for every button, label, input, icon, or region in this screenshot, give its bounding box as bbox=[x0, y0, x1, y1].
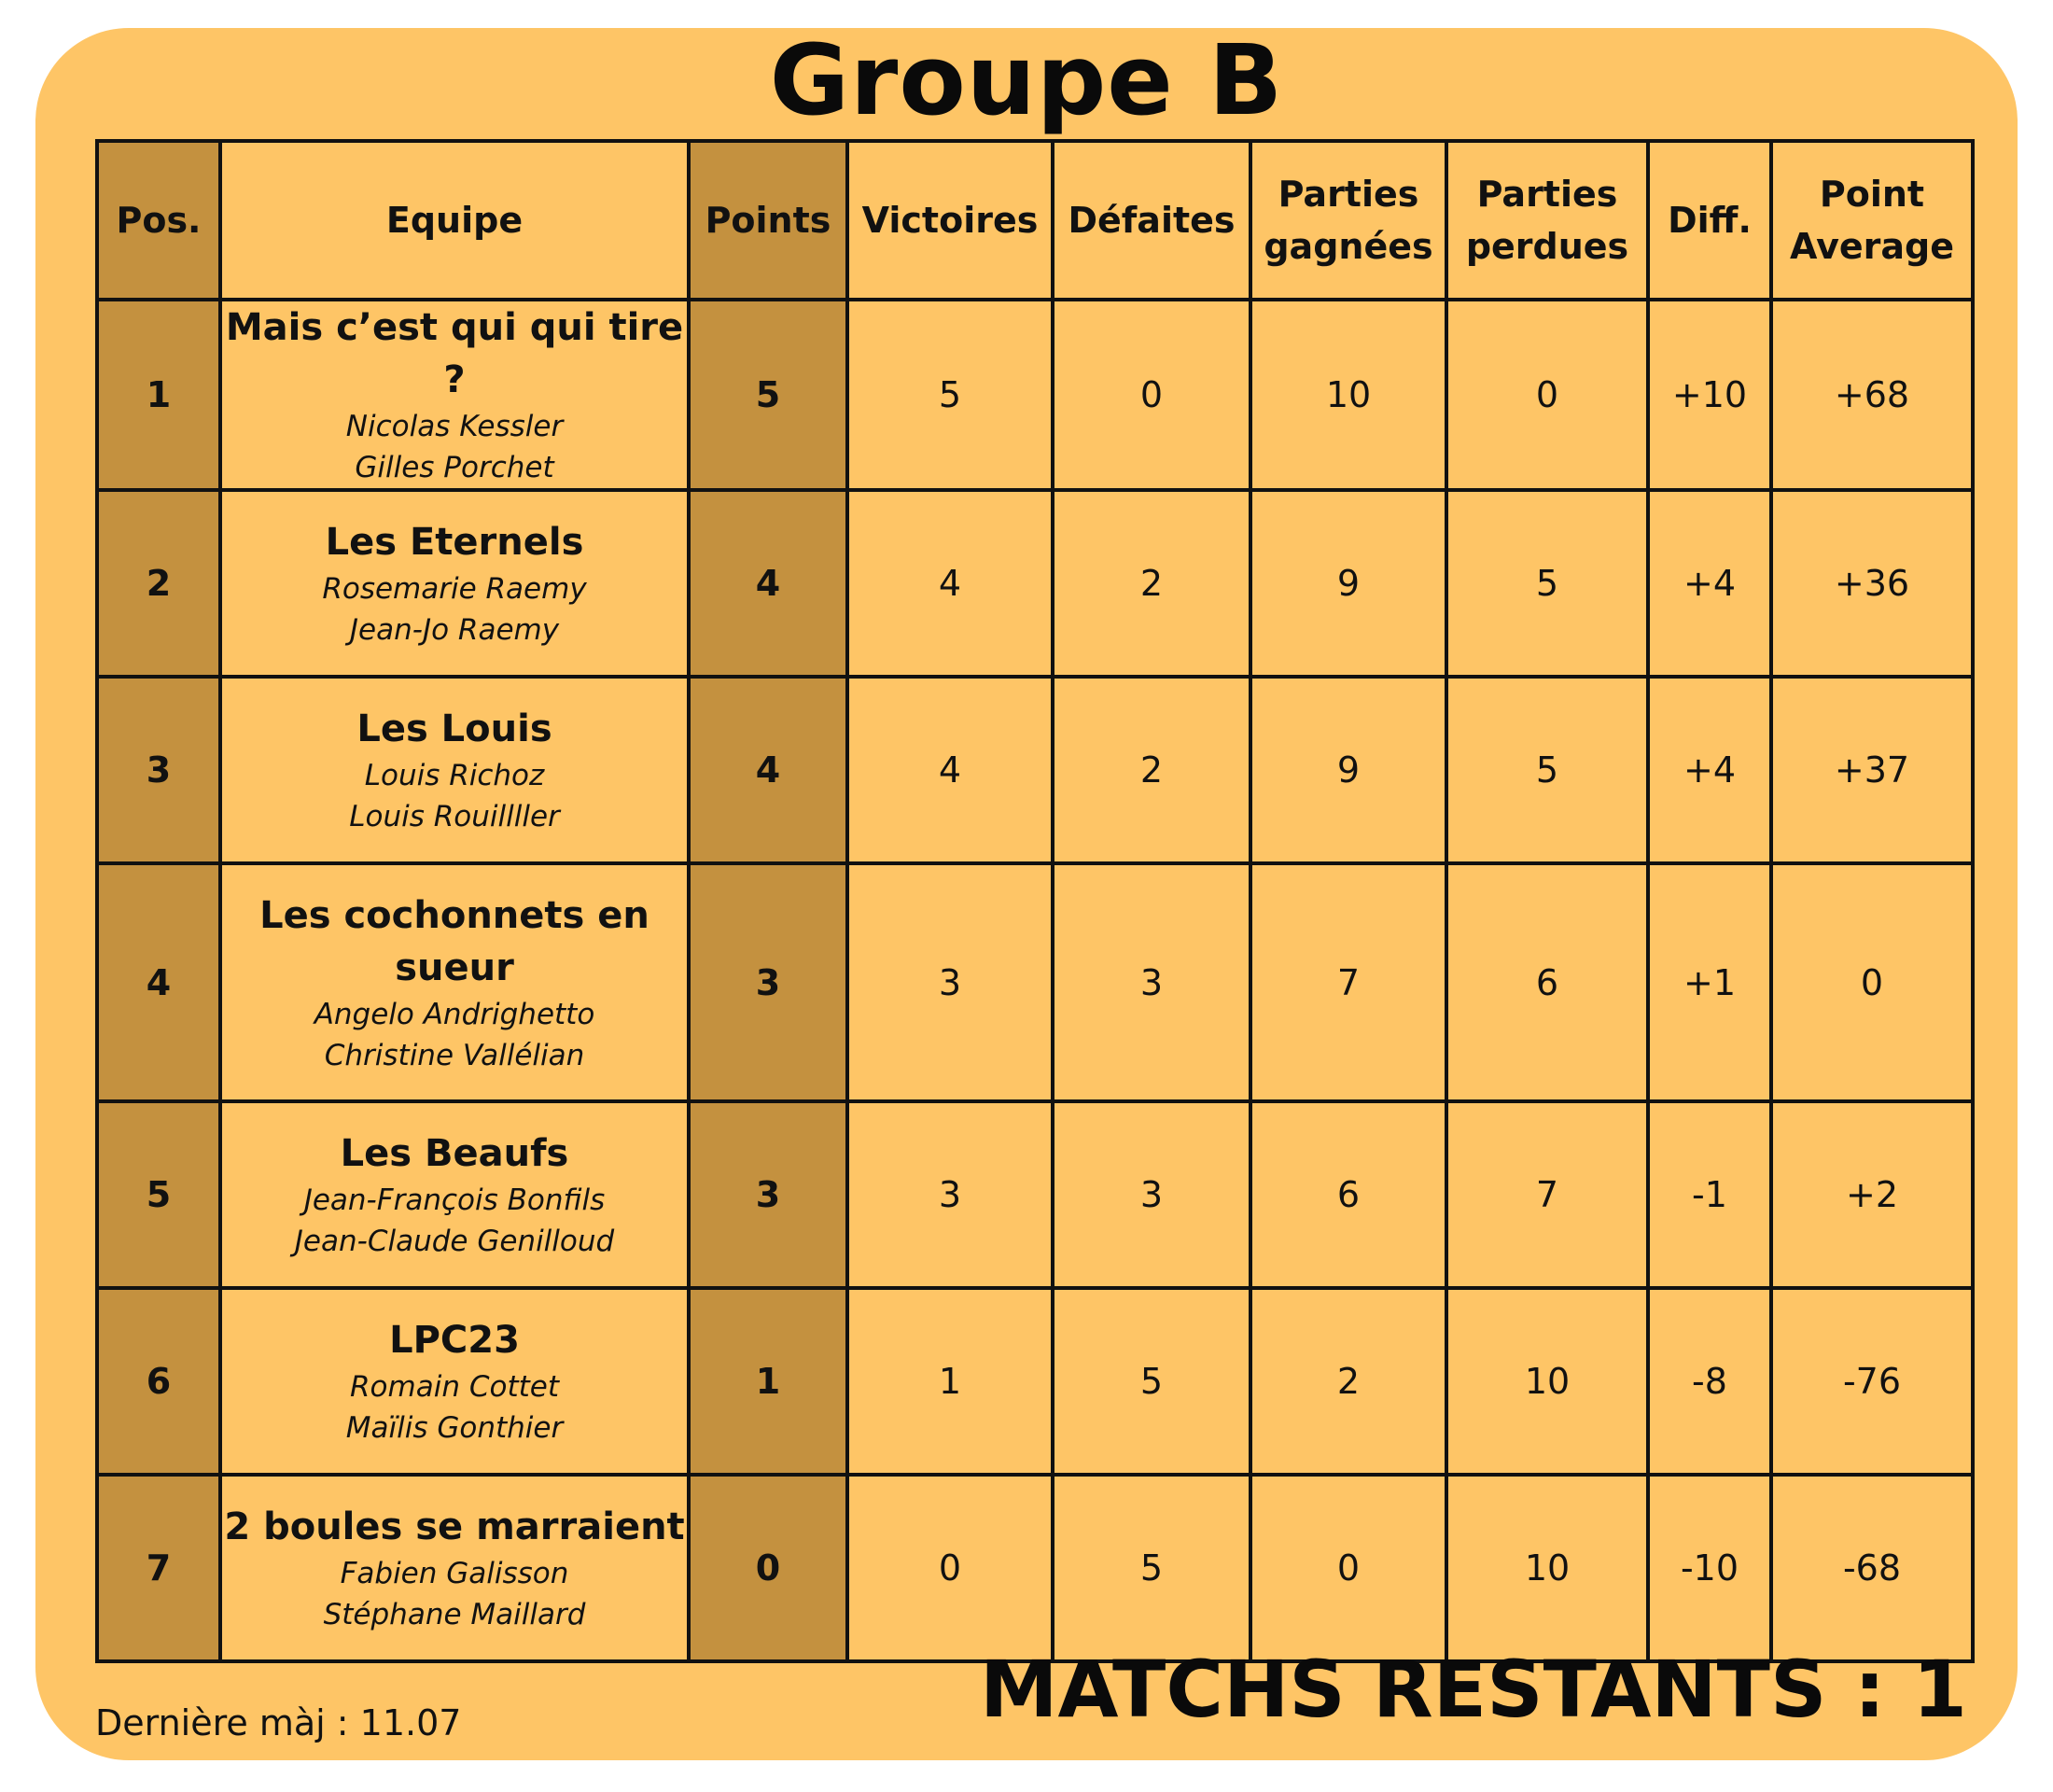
diff-cell: +4 bbox=[1648, 677, 1771, 863]
points-cell: 0 bbox=[689, 1475, 847, 1661]
games-won-cell: 10 bbox=[1250, 300, 1446, 490]
diff-cell: -8 bbox=[1648, 1288, 1771, 1475]
games-lost-cell: 10 bbox=[1446, 1288, 1648, 1475]
games-lost-cell: 10 bbox=[1446, 1475, 1648, 1661]
team-cell bbox=[220, 490, 689, 677]
table-row bbox=[97, 1475, 1973, 1661]
player-name: Fabien Galisson bbox=[340, 1557, 569, 1590]
point-average-cell: +68 bbox=[1771, 300, 1973, 490]
wins-cell: 3 bbox=[847, 1101, 1053, 1288]
col-header-losses: Défaites bbox=[1053, 141, 1250, 300]
player-name: Rosemarie Raemy bbox=[322, 572, 587, 606]
losses-cell: 3 bbox=[1053, 1101, 1250, 1288]
col-header-point-average: Point Average bbox=[1771, 141, 1973, 300]
player-name: Jean-Claude Genilloud bbox=[294, 1225, 615, 1258]
col-header-pos: Pos. bbox=[97, 141, 220, 300]
pos-cell: 7 bbox=[97, 1475, 220, 1661]
team-cell bbox=[220, 1288, 689, 1475]
losses-cell: 2 bbox=[1053, 677, 1250, 863]
diff-cell: -10 bbox=[1648, 1475, 1771, 1661]
team-cell bbox=[220, 1101, 689, 1288]
player-name: Maïlis Gonthier bbox=[345, 1411, 564, 1445]
player-name: Stéphane Maillard bbox=[323, 1598, 586, 1631]
wins-cell: 5 bbox=[847, 300, 1053, 490]
table-row bbox=[97, 863, 1973, 1101]
games-lost-cell: 7 bbox=[1446, 1101, 1648, 1288]
col-header-points: Points bbox=[689, 141, 847, 300]
table-row bbox=[97, 677, 1973, 863]
pos-cell: 4 bbox=[97, 863, 220, 1101]
player-name: Jean-Jo Raemy bbox=[349, 613, 560, 647]
table-row bbox=[97, 490, 1973, 677]
games-won-cell: 2 bbox=[1250, 1288, 1446, 1475]
point-average-cell: 0 bbox=[1771, 863, 1973, 1101]
games-lost-cell: 6 bbox=[1446, 863, 1648, 1101]
points-cell: 4 bbox=[689, 490, 847, 677]
games-won-cell: 0 bbox=[1250, 1475, 1446, 1661]
team-name: Les Eternels bbox=[325, 521, 584, 564]
games-lost-cell: 5 bbox=[1446, 677, 1648, 863]
point-average-cell: +2 bbox=[1771, 1101, 1973, 1288]
diff-cell: -1 bbox=[1648, 1101, 1771, 1288]
point-average-cell: +37 bbox=[1771, 677, 1973, 863]
player-name: Jean-François Bonfils bbox=[303, 1183, 606, 1217]
wins-cell: 3 bbox=[847, 863, 1053, 1101]
header-row bbox=[97, 141, 1973, 300]
remaining-matches: MATCHS RESTANTS : 1 bbox=[979, 1644, 1967, 1735]
standings-table bbox=[95, 139, 1975, 1663]
player-name: Angelo Andrighetto bbox=[314, 997, 595, 1031]
team-cell bbox=[220, 863, 689, 1101]
diff-cell: +10 bbox=[1648, 300, 1771, 490]
losses-cell: 5 bbox=[1053, 1475, 1250, 1661]
losses-cell: 3 bbox=[1053, 863, 1250, 1101]
diff-cell: +4 bbox=[1648, 490, 1771, 677]
point-average-cell: -76 bbox=[1771, 1288, 1973, 1475]
last-update: Dernière màj : 11.07 bbox=[95, 1702, 462, 1743]
player-name: Louis Rouillller bbox=[349, 800, 560, 833]
table-row bbox=[97, 1288, 1973, 1475]
losses-cell: 0 bbox=[1053, 300, 1250, 490]
games-won-cell: 9 bbox=[1250, 490, 1446, 677]
col-header-diff: Diff. bbox=[1648, 141, 1771, 300]
points-cell: 3 bbox=[689, 863, 847, 1101]
col-header-team: Equipe bbox=[220, 141, 689, 300]
team-name: Les Louis bbox=[356, 707, 552, 750]
games-won-cell: 9 bbox=[1250, 677, 1446, 863]
point-average-cell: +36 bbox=[1771, 490, 1973, 677]
col-header-games-won: Parties gagnées bbox=[1250, 141, 1446, 300]
pos-cell: 2 bbox=[97, 490, 220, 677]
wins-cell: 0 bbox=[847, 1475, 1053, 1661]
team-cell bbox=[220, 300, 689, 490]
col-header-wins: Victoires bbox=[847, 141, 1053, 300]
player-name: Christine Vallélian bbox=[324, 1038, 585, 1072]
team-name: Mais c’est qui qui tire ? bbox=[225, 306, 684, 401]
points-cell: 3 bbox=[689, 1101, 847, 1288]
pos-cell: 1 bbox=[97, 300, 220, 490]
games-won-cell: 6 bbox=[1250, 1101, 1446, 1288]
games-lost-cell: 5 bbox=[1446, 490, 1648, 677]
losses-cell: 5 bbox=[1053, 1288, 1250, 1475]
team-name: LPC23 bbox=[389, 1319, 520, 1362]
losses-cell: 2 bbox=[1053, 490, 1250, 677]
wins-cell: 4 bbox=[847, 490, 1053, 677]
games-won-cell: 7 bbox=[1250, 863, 1446, 1101]
pos-cell: 6 bbox=[97, 1288, 220, 1475]
team-cell bbox=[220, 1475, 689, 1661]
team-cell bbox=[220, 677, 689, 863]
player-name: Romain Cottet bbox=[350, 1370, 559, 1404]
points-cell: 4 bbox=[689, 677, 847, 863]
pos-cell: 5 bbox=[97, 1101, 220, 1288]
point-average-cell: -68 bbox=[1771, 1475, 1973, 1661]
page-title: Groupe B bbox=[769, 23, 1284, 137]
games-lost-cell: 0 bbox=[1446, 300, 1648, 490]
player-name: Nicolas Kessler bbox=[345, 410, 564, 443]
team-name: Les cochonnets en sueur bbox=[259, 893, 649, 989]
points-cell: 5 bbox=[689, 300, 847, 490]
table-row bbox=[97, 300, 1973, 490]
player-name: Louis Richoz bbox=[364, 759, 545, 792]
col-header-games-lost: Parties perdues bbox=[1446, 141, 1648, 300]
wins-cell: 4 bbox=[847, 677, 1053, 863]
points-cell: 1 bbox=[689, 1288, 847, 1475]
player-name: Gilles Porchet bbox=[355, 451, 554, 484]
diff-cell: +1 bbox=[1648, 863, 1771, 1101]
team-name: 2 boules se marraient bbox=[224, 1505, 685, 1548]
team-name: Les Beaufs bbox=[340, 1132, 569, 1175]
table-row bbox=[97, 1101, 1973, 1288]
wins-cell: 1 bbox=[847, 1288, 1053, 1475]
pos-cell: 3 bbox=[97, 677, 220, 863]
